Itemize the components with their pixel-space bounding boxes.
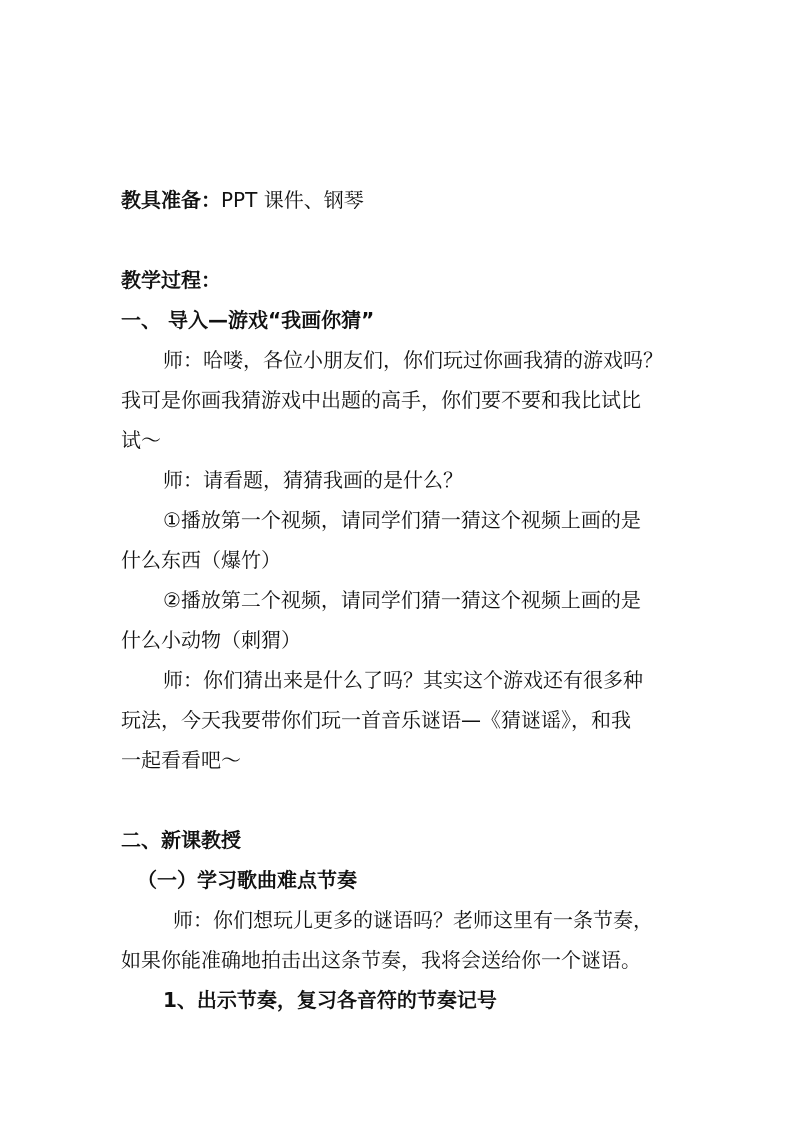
- paragraph-line: 师：请看题，猜猜我画的是什么？: [163, 468, 463, 492]
- paragraph-line: 试～: [121, 428, 161, 452]
- section1-title: 一、 导入—游戏“我画你猜”: [121, 308, 375, 332]
- materials-label: 教具准备：: [121, 188, 221, 212]
- paragraph-line: ①播放第一个视频，请同学们猜一猜这个视频上画的是: [163, 508, 641, 532]
- paragraph-line: 师：你们想玩儿更多的谜语吗？老师这里有一条节奏，: [173, 908, 653, 932]
- process-heading: 教学过程：: [121, 268, 221, 292]
- section2-title: 二、新课教授: [121, 828, 241, 852]
- paragraph-line: 如果你能准确地拍击出这条节奏，我将会送给你一个谜语。: [121, 948, 641, 972]
- materials-line: [121, 186, 364, 214]
- materials-value: PPT 课件、钢琴: [221, 188, 364, 212]
- paragraph-line: 什么东西（爆竹）: [121, 548, 281, 572]
- paragraph-line: 玩法，今天我要带你们玩一首音乐谜语—《猜谜谣》，和我: [121, 708, 631, 732]
- step-heading: 1、出示节奏，复习各音符的节奏记号: [163, 988, 497, 1012]
- paragraph-line: 我可是你画我猜游戏中出题的高手，你们要不要和我比试比: [121, 388, 641, 412]
- paragraph-line: 师：你们猜出来是什么了吗？其实这个游戏还有很多种: [163, 668, 643, 692]
- section2-subtitle: （一）学习歌曲难点节奏: [137, 868, 357, 892]
- paragraph-line: 师：哈喽，各位小朋友们，你们玩过你画我猜的游戏吗？: [163, 348, 663, 372]
- paragraph-line: 什么小动物（刺猬）: [121, 628, 301, 652]
- paragraph-line: 一起看看吧～: [121, 748, 241, 772]
- paragraph-line: ②播放第二个视频，请同学们猜一猜这个视频上画的是: [163, 588, 641, 612]
